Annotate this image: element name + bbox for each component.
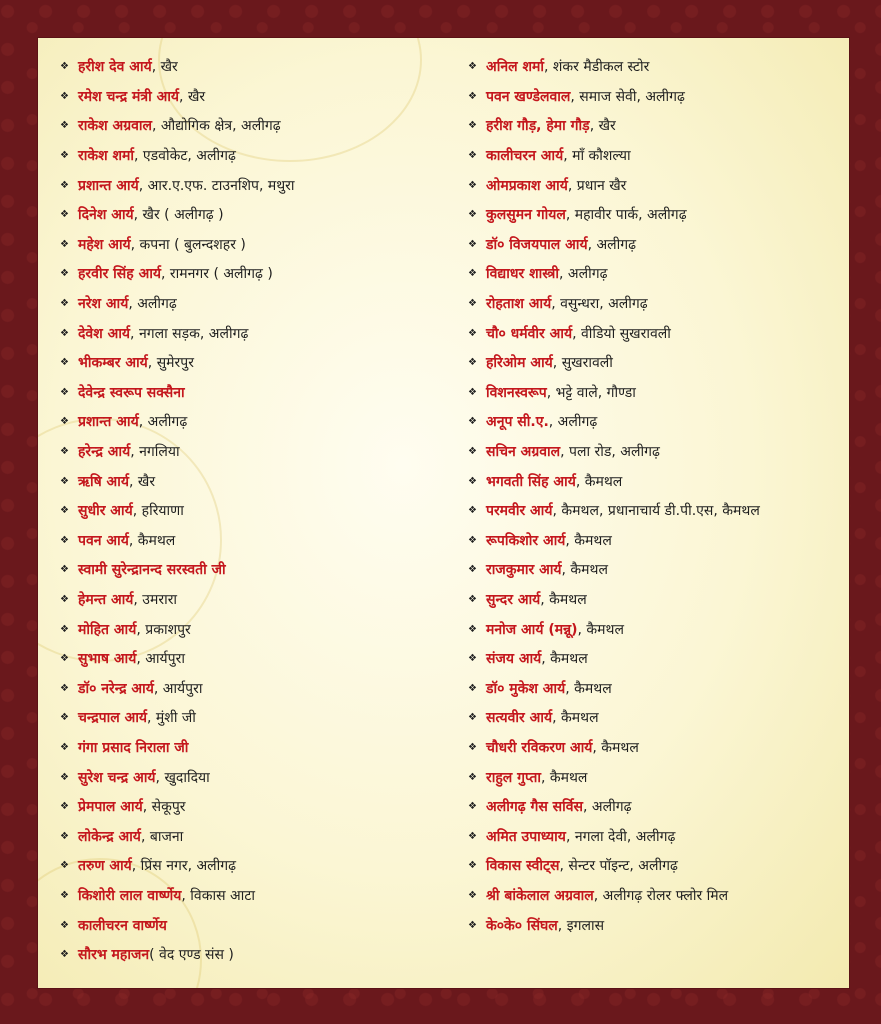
list-item (60, 881, 460, 911)
donor-name: हरीश गौड़, हेमा गौड़ (486, 118, 590, 135)
donor-detail: , खैर (128, 473, 156, 490)
donor-name: सुरेश चन्द्र आर्य (78, 769, 156, 786)
donor-name: हरेन्द्र आर्य (78, 444, 131, 461)
list-item (468, 762, 846, 792)
bullet-icon: ❖ (468, 889, 477, 901)
bullet-icon: ❖ (468, 830, 477, 842)
bullet-icon: ❖ (468, 505, 477, 517)
bullet-icon: ❖ (468, 653, 477, 665)
bullet-icon: ❖ (468, 209, 477, 221)
donor-name: राहुल गुप्ता (486, 769, 541, 786)
bullet-icon: ❖ (468, 712, 477, 724)
list-item (60, 762, 460, 792)
donor-name: डॉ० मुकेश आर्य (486, 680, 566, 697)
donor-name: तरुण आर्य (78, 858, 132, 875)
content-panel (38, 38, 849, 988)
donor-name: विशनस्वरूप (486, 384, 547, 401)
list-item (60, 230, 460, 260)
donor-name: अनिल शर्मा (486, 59, 544, 76)
donor-detail: , कैमथल, प्रधानाचार्य डी.पी.एस, कैमथल (552, 503, 760, 520)
bullet-icon: ❖ (468, 623, 477, 635)
donor-detail: , कैमथल (540, 591, 587, 608)
donor-name: भीकम्बर आर्य (78, 355, 148, 372)
bullet-icon: ❖ (60, 90, 69, 102)
bullet-icon: ❖ (468, 771, 477, 783)
donor-name: देवेश आर्य (78, 325, 131, 342)
donor-detail: , शंकर मैडीकल स्टोर (543, 59, 650, 76)
bullet-icon: ❖ (60, 61, 69, 73)
donor-name: दिनेश आर्य (78, 207, 134, 224)
list-item (468, 348, 846, 378)
donor-name: संजय आर्य (486, 651, 542, 668)
donor-detail: , खुदादिया (155, 769, 210, 786)
donor-name: हेमन्त आर्य (78, 591, 134, 608)
bullet-icon: ❖ (468, 120, 477, 132)
list-item (60, 910, 460, 940)
bullet-icon: ❖ (468, 593, 477, 605)
list-item (468, 910, 846, 940)
donor-name: कालीचरन वार्ष्णेय (78, 917, 167, 934)
bullet-icon: ❖ (60, 446, 69, 458)
donor-name: परमवीर आर्य (486, 503, 553, 520)
list-item (60, 496, 460, 526)
donor-detail: , कैमथल (561, 562, 608, 579)
list-item (60, 940, 460, 970)
donor-detail: , आर.ए.एफ. टाउनशिप, मथुरा (138, 177, 295, 194)
donor-detail: , कैमथल (565, 680, 612, 697)
bullet-icon: ❖ (468, 327, 477, 339)
donor-detail: , प्रकाशपुर (136, 621, 191, 638)
bullet-icon: ❖ (60, 120, 69, 132)
donor-detail: , आर्यपुरा (136, 651, 185, 668)
list-item (468, 111, 846, 141)
list-item (468, 318, 846, 348)
list-item (468, 614, 846, 644)
donor-name: डॉ० विजयपाल आर्य (486, 236, 588, 253)
donor-detail: , सुमेरपुर (147, 355, 194, 372)
list-item (60, 703, 460, 733)
list-item (468, 851, 846, 881)
donor-detail: , औद्योगिक क्षेत्र, अलीगढ़ (152, 118, 281, 135)
list-item (468, 881, 846, 911)
right-column-list (468, 52, 846, 940)
bullet-icon: ❖ (60, 268, 69, 280)
donor-name: प्रशान्त आर्य (78, 177, 139, 194)
donor-name: हरवीर सिंह आर्य (78, 266, 161, 283)
bullet-icon: ❖ (60, 327, 69, 339)
donor-name: राजकुमार आर्य (486, 562, 562, 579)
donor-detail: , खैर (589, 118, 616, 135)
bullet-icon: ❖ (468, 386, 477, 398)
donor-name: स्वामी सुरेन्द्रानन्द सरस्वती जी (78, 562, 226, 579)
donor-detail: , कैमथल (575, 473, 623, 490)
donor-name: प्रेमपाल आर्य (78, 799, 143, 816)
list-item (60, 437, 460, 467)
donor-name: सुभाष आर्य (78, 651, 137, 668)
bullet-icon: ❖ (468, 564, 477, 576)
donor-detail: , महावीर पार्क, अलीगढ़ (565, 207, 687, 224)
bullet-icon: ❖ (468, 90, 477, 102)
bullet-icon: ❖ (60, 712, 69, 724)
donor-detail: , कैमथल (128, 532, 176, 549)
bullet-icon: ❖ (468, 416, 477, 428)
bullet-icon: ❖ (60, 475, 69, 487)
donor-name: रोहताश आर्य (486, 296, 552, 313)
list-item (60, 792, 460, 822)
donor-detail: , अलीगढ़ (583, 799, 632, 816)
donor-detail: , नगला सड़क, अलीगढ़ (130, 325, 249, 342)
donor-name: देवेन्द्र स्वरूप सक्सैना (78, 384, 185, 401)
bullet-icon: ❖ (468, 801, 477, 813)
bullet-icon: ❖ (60, 209, 69, 221)
list-item (60, 821, 460, 851)
list-item (468, 821, 846, 851)
list-item (468, 673, 846, 703)
donor-name: नरेश आर्य (78, 296, 129, 313)
donor-name: सुन्दर आर्य (486, 591, 541, 608)
list-item (468, 230, 846, 260)
donor-detail: , रामनगर ( अलीगढ़ ) (161, 266, 273, 283)
donor-name: विकास स्वीट्स (486, 858, 560, 875)
list-item (468, 82, 846, 112)
donor-name: प्रशान्त आर्य (78, 414, 139, 431)
donor-detail: , सेन्टर पॉइन्ट, अलीगढ़ (559, 858, 678, 875)
bullet-icon: ❖ (60, 653, 69, 665)
donor-name: कालीचरन आर्य (486, 148, 564, 165)
list-item (468, 170, 846, 200)
list-item (60, 318, 460, 348)
donor-detail: , कैमथल (592, 739, 639, 756)
list-item (468, 555, 846, 585)
donor-detail: , वीडियो सुखरावली (572, 325, 671, 342)
donor-detail: , इगलास (557, 917, 605, 934)
donor-name: हरिओम आर्य (486, 355, 553, 372)
list-item (468, 407, 846, 437)
donor-detail: , खैर (151, 59, 178, 76)
bullet-icon: ❖ (468, 238, 477, 250)
list-item (468, 259, 846, 289)
donor-name: चौ० धर्मवीर आर्य (486, 325, 573, 342)
bullet-icon: ❖ (60, 593, 69, 605)
list-item (60, 289, 460, 319)
bullet-icon: ❖ (468, 446, 477, 458)
donor-detail: , हरियाणा (132, 503, 184, 520)
bullet-icon: ❖ (60, 505, 69, 517)
donor-name: सौरभ महाजन (78, 947, 150, 964)
list-item (468, 526, 846, 556)
list-item (60, 673, 460, 703)
donor-detail: , कैमथल (565, 532, 612, 549)
bullet-icon: ❖ (468, 919, 477, 931)
bullet-icon: ❖ (60, 298, 69, 310)
donor-detail: , एडवोकेट, अलीगढ़ (134, 148, 236, 165)
donor-name: चन्द्रपाल आर्य (78, 710, 148, 727)
donor-detail: , अलीगढ़ (138, 414, 188, 431)
list-item (60, 378, 460, 408)
bullet-icon: ❖ (468, 298, 477, 310)
donor-detail: , आर्यपुरा (153, 680, 203, 697)
donor-name: भगवती सिंह आर्य (486, 473, 576, 490)
bullet-icon: ❖ (468, 534, 477, 546)
donor-name: चौधरी रविकरण आर्य (486, 739, 593, 756)
list-item (60, 733, 460, 763)
bullet-icon: ❖ (60, 386, 69, 398)
bullet-icon: ❖ (468, 741, 477, 753)
donor-name: विद्याधर शास्त्री (486, 266, 560, 283)
list-item (60, 644, 460, 674)
donor-detail: , अलीगढ़ रोलर फ्लोर मिल (593, 887, 729, 904)
list-item (60, 348, 460, 378)
left-column-list (60, 52, 460, 969)
donor-name: अमित उपाध्याय (486, 828, 566, 845)
list-item (60, 111, 460, 141)
donor-detail: , अलीगढ़ (128, 296, 177, 313)
donor-name: महेश आर्य (78, 236, 131, 253)
donor-name: के०के० सिंघल (486, 917, 558, 934)
list-item (60, 141, 460, 171)
donor-detail: , कपना ( बुलन्दशहर ) (130, 236, 246, 253)
donor-detail: , नगला देवी, अलीगढ़ (565, 828, 676, 845)
donor-detail: , बाजना (140, 828, 184, 845)
bullet-icon: ❖ (60, 741, 69, 753)
bullet-icon: ❖ (60, 564, 69, 576)
donor-name: सुधीर आर्य (78, 503, 133, 520)
donor-detail: , सुखरावली (552, 355, 613, 372)
list-item (60, 259, 460, 289)
bullet-icon: ❖ (468, 268, 477, 280)
list-item (468, 733, 846, 763)
donor-detail: , मुंशी जी (147, 710, 196, 727)
donor-detail: , अलीगढ़ (559, 266, 608, 283)
donor-detail: , माँ कौशल्या (563, 148, 631, 165)
donor-detail: , खैर (179, 88, 206, 105)
list-item (468, 703, 846, 733)
donor-name: राकेश अग्रवाल (78, 118, 152, 135)
bullet-icon: ❖ (60, 919, 69, 931)
list-item (468, 792, 846, 822)
donor-name: श्री बांकेलाल अग्रवाल (486, 887, 594, 904)
donor-detail: , समाज सेवी, अलीगढ़ (570, 88, 685, 105)
bullet-icon: ❖ (468, 61, 477, 73)
donor-name: पवन खण्डेलवाल (486, 88, 571, 105)
donor-detail: , सेकूपुर (142, 799, 186, 816)
donor-detail: , खैर ( अलीगढ़ ) (133, 207, 224, 224)
list-item (468, 496, 846, 526)
donor-name: अनूप सी.ए. (486, 414, 549, 431)
donor-detail: , भट्टे वाले, गौण्डा (546, 384, 636, 401)
donor-name: सत्यवीर आर्य (486, 710, 553, 727)
donor-name: अलीगढ़ गैस सर्विस (486, 799, 584, 816)
donor-detail: , उमरारा (133, 591, 178, 608)
list-item (60, 614, 460, 644)
list-item (60, 851, 460, 881)
bullet-icon: ❖ (60, 150, 69, 162)
donor-detail: , विकास आटा (181, 887, 255, 904)
donor-name: ओमप्रकाश आर्य (486, 177, 568, 194)
bullet-icon: ❖ (60, 623, 69, 635)
list-item (60, 170, 460, 200)
list-item (468, 466, 846, 496)
bullet-icon: ❖ (60, 357, 69, 369)
bullet-icon: ❖ (60, 771, 69, 783)
bullet-icon: ❖ (60, 682, 69, 694)
donor-detail: , अलीगढ़ (587, 236, 637, 253)
list-item (60, 407, 460, 437)
bullet-icon: ❖ (468, 150, 477, 162)
bullet-icon: ❖ (60, 889, 69, 901)
list-item (468, 378, 846, 408)
donor-name: राकेश शर्मा (78, 148, 135, 165)
bullet-icon: ❖ (468, 179, 477, 191)
donor-detail: , कैमथल (577, 621, 624, 638)
bullet-icon: ❖ (60, 830, 69, 842)
bullet-icon: ❖ (468, 682, 477, 694)
bullet-icon: ❖ (60, 949, 69, 961)
list-item (60, 466, 460, 496)
donor-name: ऋषि आर्य (78, 473, 129, 490)
bullet-icon: ❖ (60, 860, 69, 872)
list-item (468, 437, 846, 467)
list-item (60, 200, 460, 230)
donor-name: कुलसुमन गोयल (486, 207, 566, 224)
donor-name: किशोरी लाल वार्ष्णेय (78, 887, 182, 904)
list-item (60, 555, 460, 585)
list-item (468, 141, 846, 171)
donor-name: रमेश चन्द्र मंत्री आर्य (78, 88, 180, 105)
donor-name: सचिन अग्रवाल (486, 444, 561, 461)
list-item (468, 644, 846, 674)
list-item (60, 585, 460, 615)
donor-detail: , प्रिंस नगर, अलीगढ़ (131, 858, 237, 875)
donor-detail: , अलीगढ़ (548, 414, 598, 431)
list-item (60, 52, 460, 82)
donor-detail: , नगलिया (130, 444, 180, 461)
donor-name: मोहित आर्य (78, 621, 137, 638)
bullet-icon: ❖ (468, 475, 477, 487)
donor-name: पवन आर्य (78, 532, 129, 549)
bullet-icon: ❖ (468, 357, 477, 369)
donor-detail: , कैमथल (541, 651, 588, 668)
bullet-icon: ❖ (60, 416, 69, 428)
list-item (60, 82, 460, 112)
donor-detail: , पला रोड, अलीगढ़ (560, 444, 660, 461)
donor-name: हरीश देव आर्य (78, 59, 152, 76)
donor-detail: , कैमथल (540, 769, 588, 786)
bullet-icon: ❖ (60, 179, 69, 191)
donor-detail: , प्रधान खैर (567, 177, 627, 194)
donor-name: रूपकिशोर आर्य (486, 532, 566, 549)
list-item (60, 526, 460, 556)
list-item (468, 289, 846, 319)
bullet-icon: ❖ (60, 801, 69, 813)
bullet-icon: ❖ (468, 860, 477, 872)
donor-detail: , कैमथल (552, 710, 599, 727)
list-item (468, 200, 846, 230)
list-item (468, 52, 846, 82)
donor-name: लोकेन्द्र आर्य (78, 828, 141, 845)
donor-name: मनोज आर्य (मन्नू) (486, 621, 578, 638)
donor-detail: , वसुन्धरा, अलीगढ़ (551, 296, 648, 313)
bullet-icon: ❖ (60, 238, 69, 250)
list-item (468, 585, 846, 615)
donor-name: डॉ० नरेन्द्र आर्य (78, 680, 154, 697)
bullet-icon: ❖ (60, 534, 69, 546)
donor-name: गंगा प्रसाद निराला जी (78, 739, 189, 756)
donor-detail: ( वेद एण्ड संस ) (149, 947, 234, 964)
